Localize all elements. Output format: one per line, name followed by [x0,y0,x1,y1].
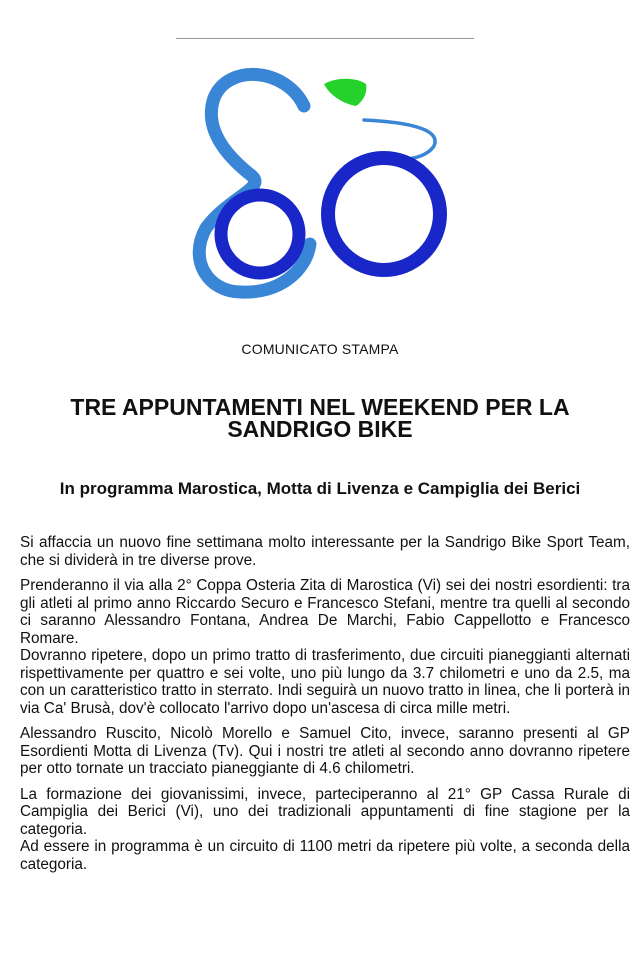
logo-right-wheel [328,158,440,270]
paragraph: Alessandro Ruscito, Nicolò Morello e Samuel Cito, invece, saranno presenti al GP Esordienti Motta di Livenza (Tv). Qui i nostri tre atleti al secondo anno dovranno ripetere per otto tornate un tracciato pianeggiante di 4.6 chilometri. [20,725,630,777]
paragraph: Dovranno ripetere, dopo un primo tratto di trasferimento, due circuiti pianeggianti alternati rispettivamente per quattro e sei volte, uno più lungo da 3.7 chilometri e uno da 2.5, ma con un caratteristico tratto in sterrato. Indi seguirà un nuovo tratto in linea, che li porterà in via Ca' Brusà, dov'è collocato l'arrivo dopo un'ascesa di circa mille metri. [20,647,630,717]
logo-green-head [324,79,366,106]
article-body [20,534,630,873]
paragraph: Si affaccia un nuovo fine settimana molto interessante per la Sandrigo Bike Sport Team, che si dividerà in tre diverse prove. [20,534,630,569]
headline: TRE APPUNTAMENTI NEL WEEKEND PER LA SANDRIGO BIKE [70,394,570,442]
subheadline: In programma Marostica, Motta di Livenza e Campiglia dei Berici [59,479,581,498]
press-release-label: COMUNICATO STAMPA [241,341,399,357]
sandrigo-bike-logo [186,58,456,302]
paragraph: Prenderanno il via alla 2° Coppa Osteria Zita di Marostica (Vi) sei dei nostri esordienti: tra gli atleti al primo anno Riccardo Securo e Francesco Stefani, mentre tra quelli al secondo ci saranno Alessandro Fontana, Andrea De Marchi, Fabio Cappellotto e Francesco Romare. [20,577,630,647]
logo-left-wheel [221,195,299,273]
top-divider [176,38,474,39]
paragraph: La formazione dei giovanissimi, invece, parteciperanno al 21° GP Cassa Rurale di Campiglia dei Berici (Vi), uno dei tradizionali appuntamenti di fine stagione per la categoria. [20,785,630,838]
paragraph: Ad essere in programma è un circuito di 1100 metri da ripetere più volte, a seconda della categoria. [20,838,630,873]
